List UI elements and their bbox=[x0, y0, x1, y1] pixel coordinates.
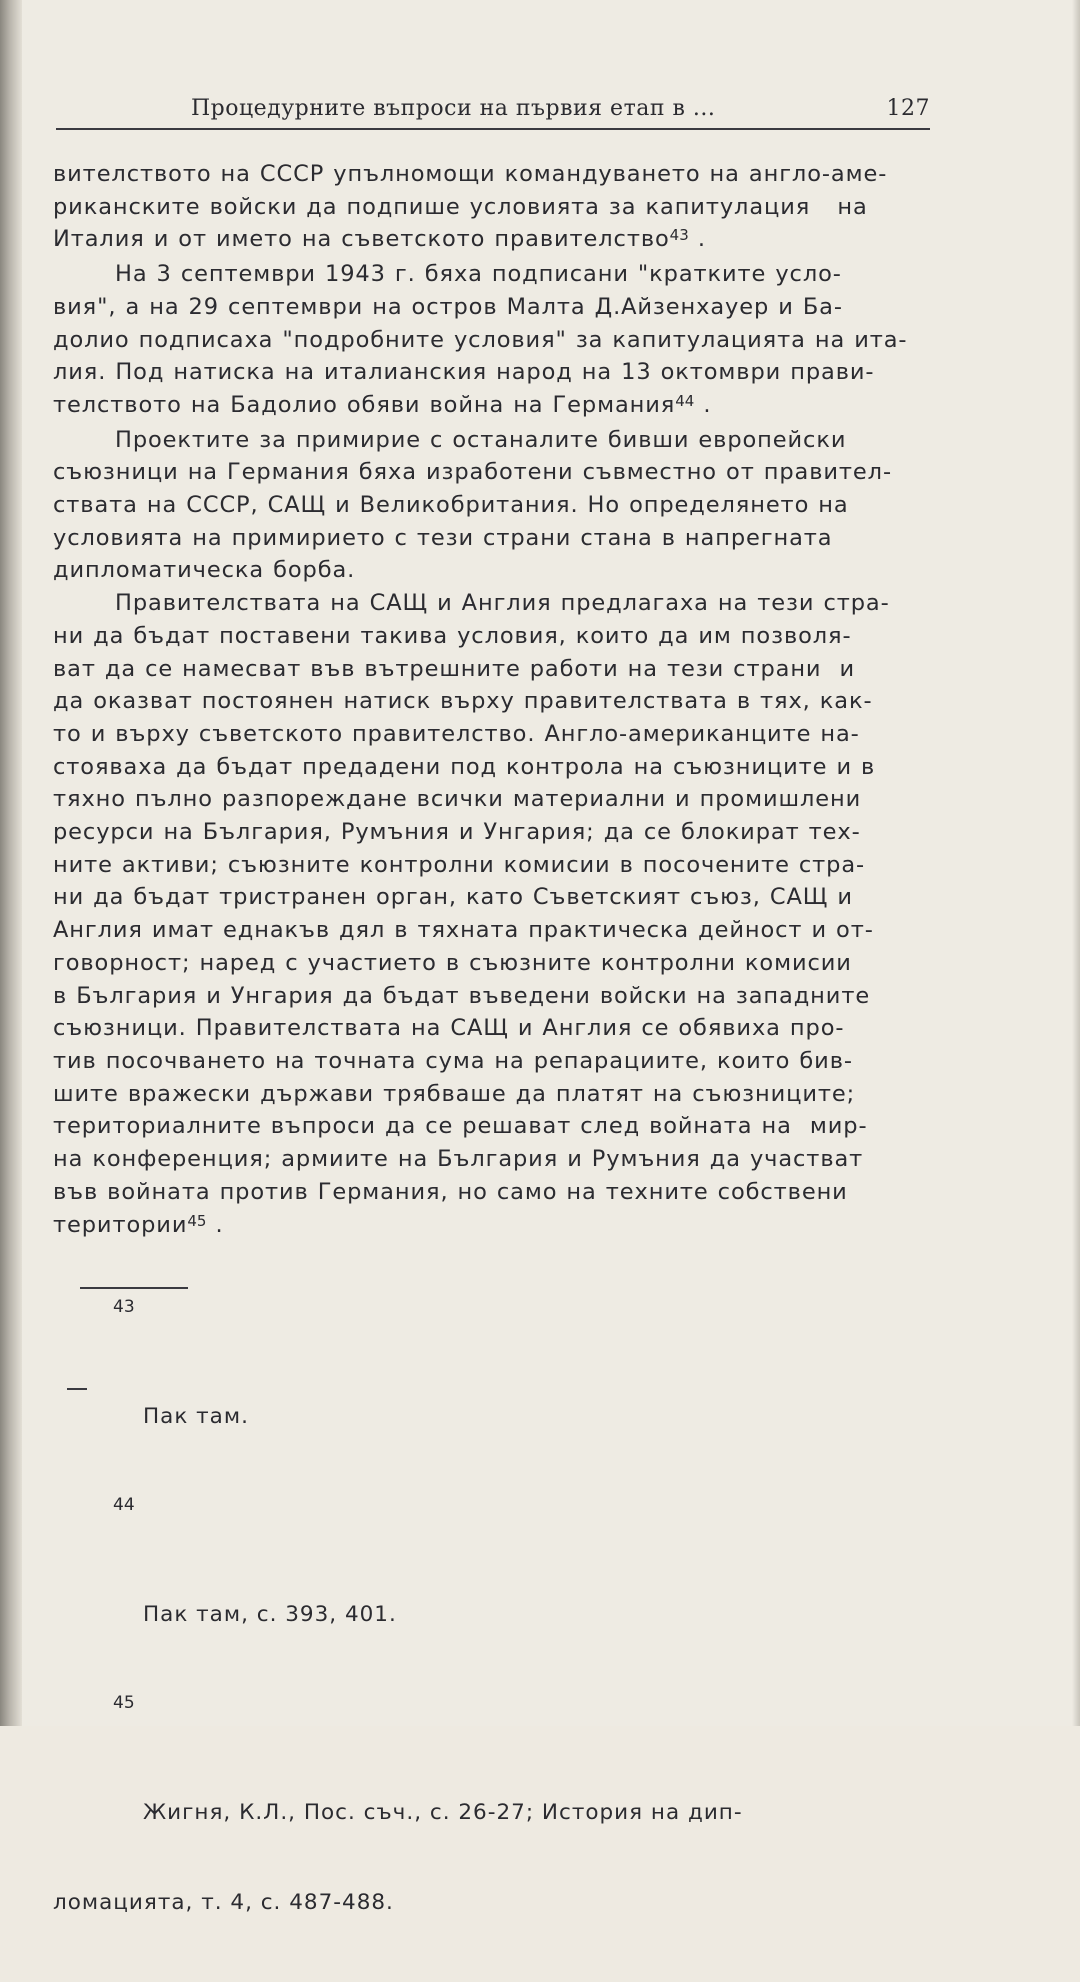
text-line: съюзници. Правителствата на САЩ и Англия се обявиха про- bbox=[53, 1015, 845, 1042]
text-line: то и върху съветското правителство. Англо-американците на- bbox=[53, 720, 860, 747]
sentence-period: . bbox=[697, 226, 706, 253]
footnote-continuation: ломацията, т. 4, с. 487-488. bbox=[53, 1890, 394, 1915]
sentence-period: . bbox=[703, 391, 712, 418]
running-title: Процедурните въпроси на първия етап в ... bbox=[191, 96, 716, 121]
footnotes bbox=[53, 1298, 943, 1982]
text-line: вителството на СССР упълномощи командуването на англо-аме- bbox=[53, 161, 888, 187]
text-line: риканските войски да подпише условията за капитулация на bbox=[53, 193, 868, 220]
footnote-text: Пак там. bbox=[143, 1404, 249, 1429]
footnote-45 bbox=[53, 1694, 943, 1978]
footnote-text: Пак там, с. 393, 401. bbox=[143, 1602, 397, 1627]
text-line: Англия имат еднакъв дял в тяхната практическа дейност и от- bbox=[53, 917, 874, 944]
footnote-divider bbox=[80, 1287, 188, 1289]
text-line: Проектите за примирие с останалите бивши европейски bbox=[115, 426, 847, 453]
footnote-ref-43: 43 bbox=[669, 226, 689, 245]
text-line: съюзници на Германия бяха изработени съвместно от правител- bbox=[53, 459, 892, 486]
footnote-44 bbox=[53, 1496, 943, 1690]
footnote-text: Жигня, К.Л., Пос. съч., с. 26-27; История на дип- bbox=[143, 1800, 743, 1825]
text-line: условията на примирието с тези страни стана в напрегната bbox=[53, 524, 833, 551]
footnote-43 bbox=[53, 1298, 943, 1492]
text-segment: телството на Бадолио обяви война на Германия bbox=[53, 391, 676, 418]
text-line: ни да бъдат тристранен орган, като Съветският съюз, САЩ и bbox=[53, 884, 853, 911]
text-line: долио подписаха "подробните условия" за капитулацията на ита- bbox=[53, 326, 908, 353]
text-line: на конференция; армиите на България и Румъния да участват bbox=[53, 1146, 864, 1173]
binding-shadow bbox=[0, 0, 22, 1726]
footnote-ref-44: 44 bbox=[675, 391, 695, 410]
text-line bbox=[53, 389, 943, 424]
text-line: На 3 септември 1943 г. бяха подписани "кратките усло- bbox=[115, 261, 842, 288]
text-segment: територии bbox=[53, 1211, 188, 1238]
text-line: дипломатическа борба. bbox=[53, 557, 356, 584]
text-line: Правителствата на САЩ и Англия предлагаха на тези стра- bbox=[115, 590, 890, 617]
text-line: вия", а на 29 септември на остров Малта Д.Айзенхауер и Ба- bbox=[53, 293, 843, 320]
text-line: лия. Под натиска на италианския народ на 13 октомври прави- bbox=[53, 359, 875, 386]
text-line: ват да се намесват във вътрешните работи на тези страни и bbox=[53, 655, 856, 682]
text-line: ни да бъдат поставени такива условия, които да им позволя- bbox=[53, 622, 852, 649]
footnote-number: 43 bbox=[113, 1297, 135, 1317]
text-line: ните активи; съюзните контролни комисии в посочените стра- bbox=[53, 851, 866, 878]
sentence-period: . bbox=[215, 1211, 224, 1238]
page-edge bbox=[1072, 0, 1080, 1726]
running-head bbox=[56, 96, 930, 130]
text-line: ресурси на България, Румъния и Унгария; да се блокират тех- bbox=[53, 819, 861, 846]
text-line bbox=[53, 1209, 943, 1244]
text-line: говорност; наред с участието в съюзните контролни комисии bbox=[53, 949, 852, 976]
text-line: да оказват постоянен натиск върху правителствата в тях, как- bbox=[53, 688, 873, 715]
footnote-ref-45: 45 bbox=[187, 1211, 207, 1230]
text-line: шите вражески държави трябваше да платят на съюзниците; bbox=[53, 1080, 856, 1107]
page-number: 127 bbox=[886, 96, 930, 121]
text-line: стояваха да бъдат предадени под контрола на съюзниците и в bbox=[53, 753, 876, 780]
text-line: териториалните въпроси да се решават след войната на мир- bbox=[53, 1113, 868, 1140]
text-line: в България и Унгария да бъдат въведени войски на западните bbox=[53, 982, 871, 1009]
text-line: във войната против Германия, но само на техните собствени bbox=[53, 1178, 848, 1205]
footnote-number: 45 bbox=[113, 1693, 135, 1713]
footnote-number: 44 bbox=[113, 1495, 135, 1515]
text-segment: Италия и от името на съветското правителство bbox=[53, 226, 670, 253]
text-line: ствата на СССР, САЩ и Великобритания. Но определянето на bbox=[53, 492, 849, 519]
text-line: тяхно пълно разпореждане всички материални и промишлени bbox=[53, 786, 862, 813]
main-text bbox=[53, 158, 943, 1243]
text-line: тив посочването на точната сума на репарациите, които бив- bbox=[53, 1047, 853, 1074]
text-line bbox=[53, 223, 943, 258]
